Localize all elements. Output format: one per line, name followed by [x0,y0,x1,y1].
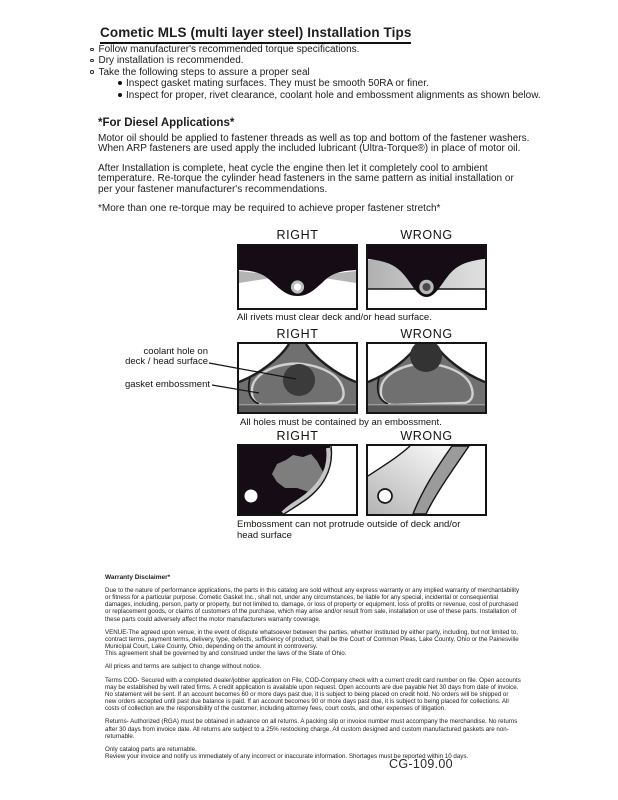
list-item [90,44,541,55]
tip-text: Inspect gasket mating surfaces. They must be smooth 50RA or finer. [126,78,429,90]
rivet-clearance-wrong-diagram [368,246,485,308]
list-item [90,90,541,101]
right-heading: RIGHT [276,429,319,443]
hole-caption: All holes must be contained by an embossment. [240,417,442,428]
venue-paragraph: VENUE-The agreed upon venue, in the event of dispute whatsoever between the parties, whether instituted by either party, including, but not limited to, contract terms, payment terms, delivery, type, defects, sufficiency of product, shall be the Court of Common Pleas, Lake County, Ohio or the Painesville Municipal Court, Lake County, Ohio, depending on the amount in controversy. [105,628,519,651]
diesel-paragraph: Motor oil should be applied to fastener threads as well as top and bottom of the fastener washers. When ARP fasteners are used apply the included lubricant (Ultra-Torque®) in place of motor oil. [98,133,530,155]
wrong-heading: WRONG [400,327,453,341]
invoice-review-line: Review your invoice and notify us immediately of any incorrect or inaccurate information. Shortages must be reported within 10 days. [105,752,469,760]
rivet-clearance-right-diagram [239,246,356,308]
prices-line: All prices and terms are subject to change without notice. [105,663,262,671]
diagram-rivet-wrong [366,244,487,310]
circle-bullet-icon [90,59,94,63]
right-heading: RIGHT [276,327,319,341]
warranty-heading: Warranty Disclaimer* [105,574,171,581]
warranty-disclaimer [105,574,521,766]
list-item [90,78,541,89]
heat-cycle-paragraph: After Installation is complete, heat cycle the engine then let it completely cool to ambient temperature. Re-torque the cylinder head fasteners in the same pattern as initial installation or per your fastener manufacturer's recommendations. [98,163,514,195]
terms-paragraph: Terms COD- Secured with a completed dealer/jobber application on File, COD-Company check with a current credit card number on file. Open accounts may be established by well rated firms. A credit application is available upon request. Open accounts are due payable Net 30 days from date of invoice. No statement will be sent. If an account becomes 60 or more days past due, it is subject to being placed on credit hold. No orders will be shipped or new orders accepted until past due balance is paid. If an account becomes 90 or more days past due, it is subject to being placed for collections. All costs of collection are the responsibility of the customer, including attorney fees, court costs, and other expenses of litigation. [105,676,521,713]
tips-list [90,44,541,101]
governing-law-line: This agreement shall be governed by and construed under the laws of the State of Ohio. [105,650,347,658]
diagram-hole-wrong [366,342,487,414]
page-number: CG-109.00 [389,757,453,771]
tip-text: Dry installation is recommended. [98,55,244,67]
dot-bullet-icon [118,81,122,85]
circle-bullet-icon [90,70,94,74]
dot-bullet-icon [118,93,122,97]
hole-embossment-wrong-diagram [368,344,485,412]
circle-bullet-icon [90,48,94,52]
rivet-caption: All rivets must clear deck and/or head surface. [237,312,432,323]
protrusion-wrong-diagram [368,446,485,514]
gasket-embossment-label: gasket embossment [124,379,210,390]
wrong-heading: WRONG [400,429,453,443]
returns-paragraph: Returns- Authorized (RGA) must be obtained in advance on all returns. A packing slip or invoice number must accompany the merchandise. No returns after 30 days from invoice date. All returns are subject to a 25% restocking charge. All custom designed and custom manufactured gaskets are non-returnable. [105,718,518,740]
tip-text: Take the following steps to assure a proper seal [98,66,310,78]
warranty-paragraph: Due to the nature of performance applications, the parts in this catalog are sold without any express warranty or any implied warranty of merchantability or fitness for a particular purpose. Cometic Gasket Inc., shall not, under any circumstances, be liable for any special, incidental or consequential damages, including, person, party or property, but not limited to, damage, or loss of property or equipment, loss of profits or revenue, cost of purchased or replacement goods, or claims of customers of the purchase, which may arise and/or result from sale, installation or use of these parts. Installation of these parts could adversely affect the motor manufacturers warranty coverage. [105,587,520,623]
retorque-note: *More than one re-torque may be required to achieve proper fastener stretch* [98,203,441,214]
diagram-protrude-right [237,444,358,516]
protrusion-caption: Embossment can not protrude outside of deck and/or head surface [237,519,461,541]
wrong-heading: WRONG [400,228,453,242]
coolant-hole-label [96,347,208,367]
hole-embossment-right-diagram [239,344,356,412]
coolant-hole-label-line1: coolant hole on [143,346,208,357]
diesel-applications-heading: *For Diesel Applications* [98,117,235,129]
list-item [90,67,541,78]
diagram-rivet-right [237,244,358,310]
catalog-parts-line: Only catalog parts are returnable. [105,745,197,753]
list-item [90,55,541,66]
coolant-hole-label-line2: deck / head surface [125,356,208,367]
tip-text: Inspect for proper, rivet clearance, coolant hole and embossment alignments as shown below. [126,89,541,101]
diagram-hole-right [237,342,358,414]
protrusion-right-diagram [239,446,356,514]
diagram-protrude-wrong [366,444,487,516]
page-title: Cometic MLS (multi layer steel) Installation Tips [100,25,411,44]
right-heading: RIGHT [276,228,319,242]
tip-text: Follow manufacturer's recommended torque specifications. [98,44,360,55]
